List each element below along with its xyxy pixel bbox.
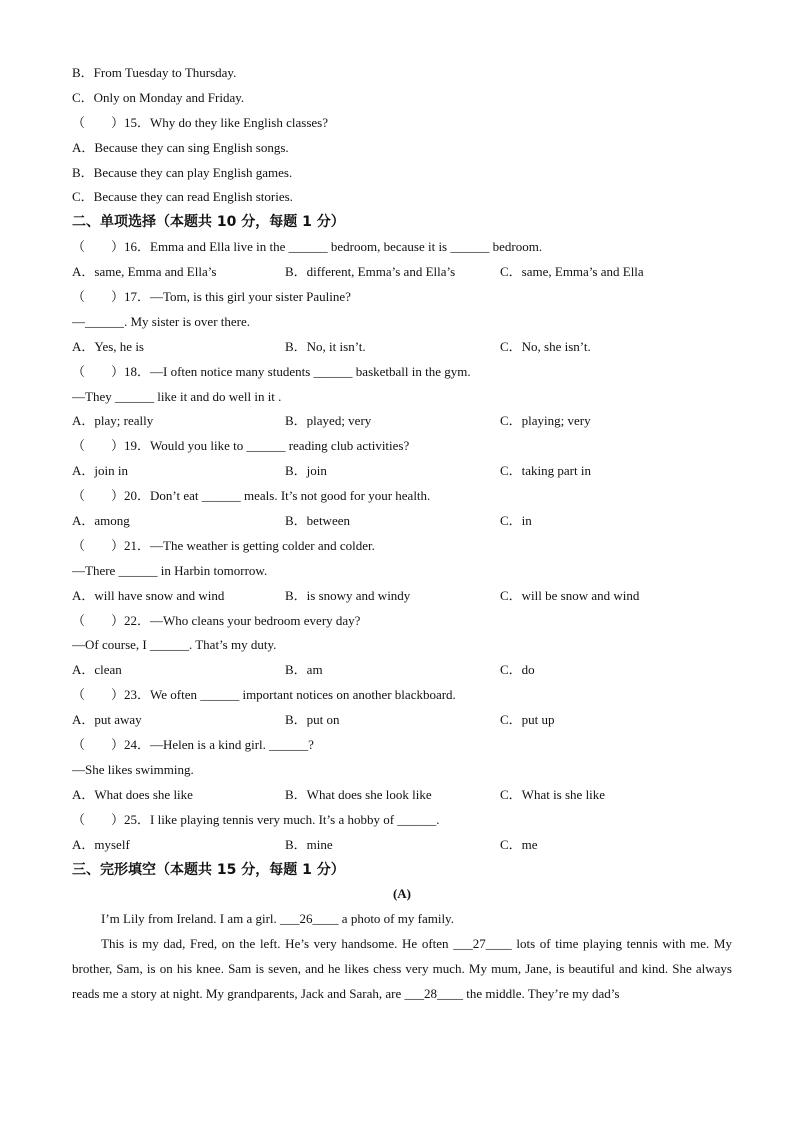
q24-option-b: B．What does she look like <box>285 786 432 802</box>
q24-stem: （ ）24．—Helen is a kind girl. ______? <box>72 737 314 753</box>
q22-stem: （ ）22．—Who cleans your bedroom every day? <box>72 612 361 628</box>
q25-option-c: C．me <box>500 836 538 852</box>
q17-option-a: A．Yes, he is <box>72 338 144 354</box>
q20-option-a: A．among <box>72 513 130 529</box>
q18-option-b: B．played; very <box>285 413 372 429</box>
q19-options <box>72 459 732 484</box>
q24-options <box>72 783 732 808</box>
q25-option-b: B．mine <box>285 836 333 852</box>
q24-option-c: C．What is she like <box>500 786 606 802</box>
q18-stem2: —They ______ like it and do well in it . <box>72 388 282 404</box>
q23-option-a: A．put away <box>72 712 142 728</box>
q23-options <box>72 708 732 733</box>
q21-stem2: —There ______ in Harbin tomorrow. <box>72 562 268 578</box>
passage-paragraph-1: I’m Lily from Ireland. I am a girl. ___26____ a photo of my family. <box>101 911 454 927</box>
q15-option-c: C．Because they can read English stories. <box>72 189 293 205</box>
q15-option-a: A．Because they can sing English songs. <box>72 139 289 155</box>
q19-option-c: C．taking part in <box>500 463 591 479</box>
q20-stem: （ ）20．Don’t eat ______ meals. It’s not good for your health. <box>72 488 431 504</box>
q16-stem: （ ）16．Emma and Ella live in the ______ bedroom, because it is ______ bedroom. <box>72 239 543 255</box>
q18-options <box>72 409 732 434</box>
q14-option-c: C．Only on Monday and Friday. <box>72 89 245 105</box>
exam-page <box>72 61 732 1007</box>
q21-option-c: C．will be snow and wind <box>500 587 640 603</box>
q16-option-c: C．same, Emma’s and Ella <box>500 264 644 280</box>
q18-stem: （ ）18．—I often notice many students ______ basketball in the gym. <box>72 363 471 379</box>
q25-option-a: A．myself <box>72 836 130 852</box>
q23-stem: （ ）23．We often ______ important notices on another blackboard. <box>72 687 456 703</box>
q21-options <box>72 584 732 609</box>
q23-option-b: B．put on <box>285 712 340 728</box>
q25-options <box>72 833 732 858</box>
q25-stem: （ ）25．I like playing tennis very much. It’s a hobby of ______. <box>72 811 440 827</box>
q19-stem: （ ）19．Would you like to ______ reading club activities? <box>72 438 410 454</box>
q21-option-b: B．is snowy and windy <box>285 587 411 603</box>
q19-option-a: A．join in <box>72 463 128 479</box>
section3-title: 三、完形填空（本题共 15 分，每题 1 分） <box>72 861 345 878</box>
q23-option-c: C．put up <box>500 712 555 728</box>
q22-option-a: A．clean <box>72 662 122 678</box>
q17-stem: （ ）17．—Tom, is this girl your sister Pauline? <box>72 289 351 305</box>
q18-option-a: A．play; really <box>72 413 154 429</box>
passage-paragraph-2: This is my dad, Fred, on the left. He’s very handsome. He often ___27____ lots of time playing tennis with me. My brother, Sam, is on his knee. Sam is seven, and he likes chess very much. My mum, Jane, is beautiful and kind. She always reads me a story at night. My grandparents, Jack and Sarah, are ___28____ the middle. They’re my dad’s <box>72 936 732 1001</box>
q17-option-b: B．No, it isn’t. <box>285 338 366 354</box>
q22-option-c: C．do <box>500 662 535 678</box>
section2-title: 二、单项选择（本题共 10 分，每题 1 分） <box>72 214 345 231</box>
q15-stem: （ ）15．Why do they like English classes? <box>72 114 328 130</box>
q22-option-b: B．am <box>285 662 323 678</box>
q16-options <box>72 260 732 285</box>
q17-options <box>72 335 732 360</box>
q20-options <box>72 509 732 534</box>
q16-option-b: B．different, Emma’s and Ella’s <box>285 264 456 280</box>
q20-option-b: B．between <box>285 513 350 529</box>
q21-option-a: A．will have snow and wind <box>72 587 225 603</box>
q14-option-b: B．From Tuesday to Thursday. <box>72 65 237 80</box>
q21-stem: （ ）21．—The weather is getting colder and colder. <box>72 537 375 553</box>
q15-option-b: B．Because they can play English games. <box>72 164 293 180</box>
q16-option-a: A．same, Emma and Ella’s <box>72 264 217 280</box>
q19-option-b: B．join <box>285 463 327 479</box>
q17-option-c: C．No, she isn’t. <box>500 338 591 354</box>
q20-option-c: C．in <box>500 513 532 529</box>
q24-option-a: A．What does she like <box>72 786 193 802</box>
q22-options <box>72 658 732 683</box>
q18-option-c: C．playing; very <box>500 413 591 429</box>
q17-stem2: —______. My sister is over there. <box>72 313 251 329</box>
q24-stem2: —She likes swimming. <box>72 761 194 777</box>
passage-label: (A) <box>392 886 412 902</box>
q22-stem2: —Of course, I ______. That’s my duty. <box>72 637 277 653</box>
